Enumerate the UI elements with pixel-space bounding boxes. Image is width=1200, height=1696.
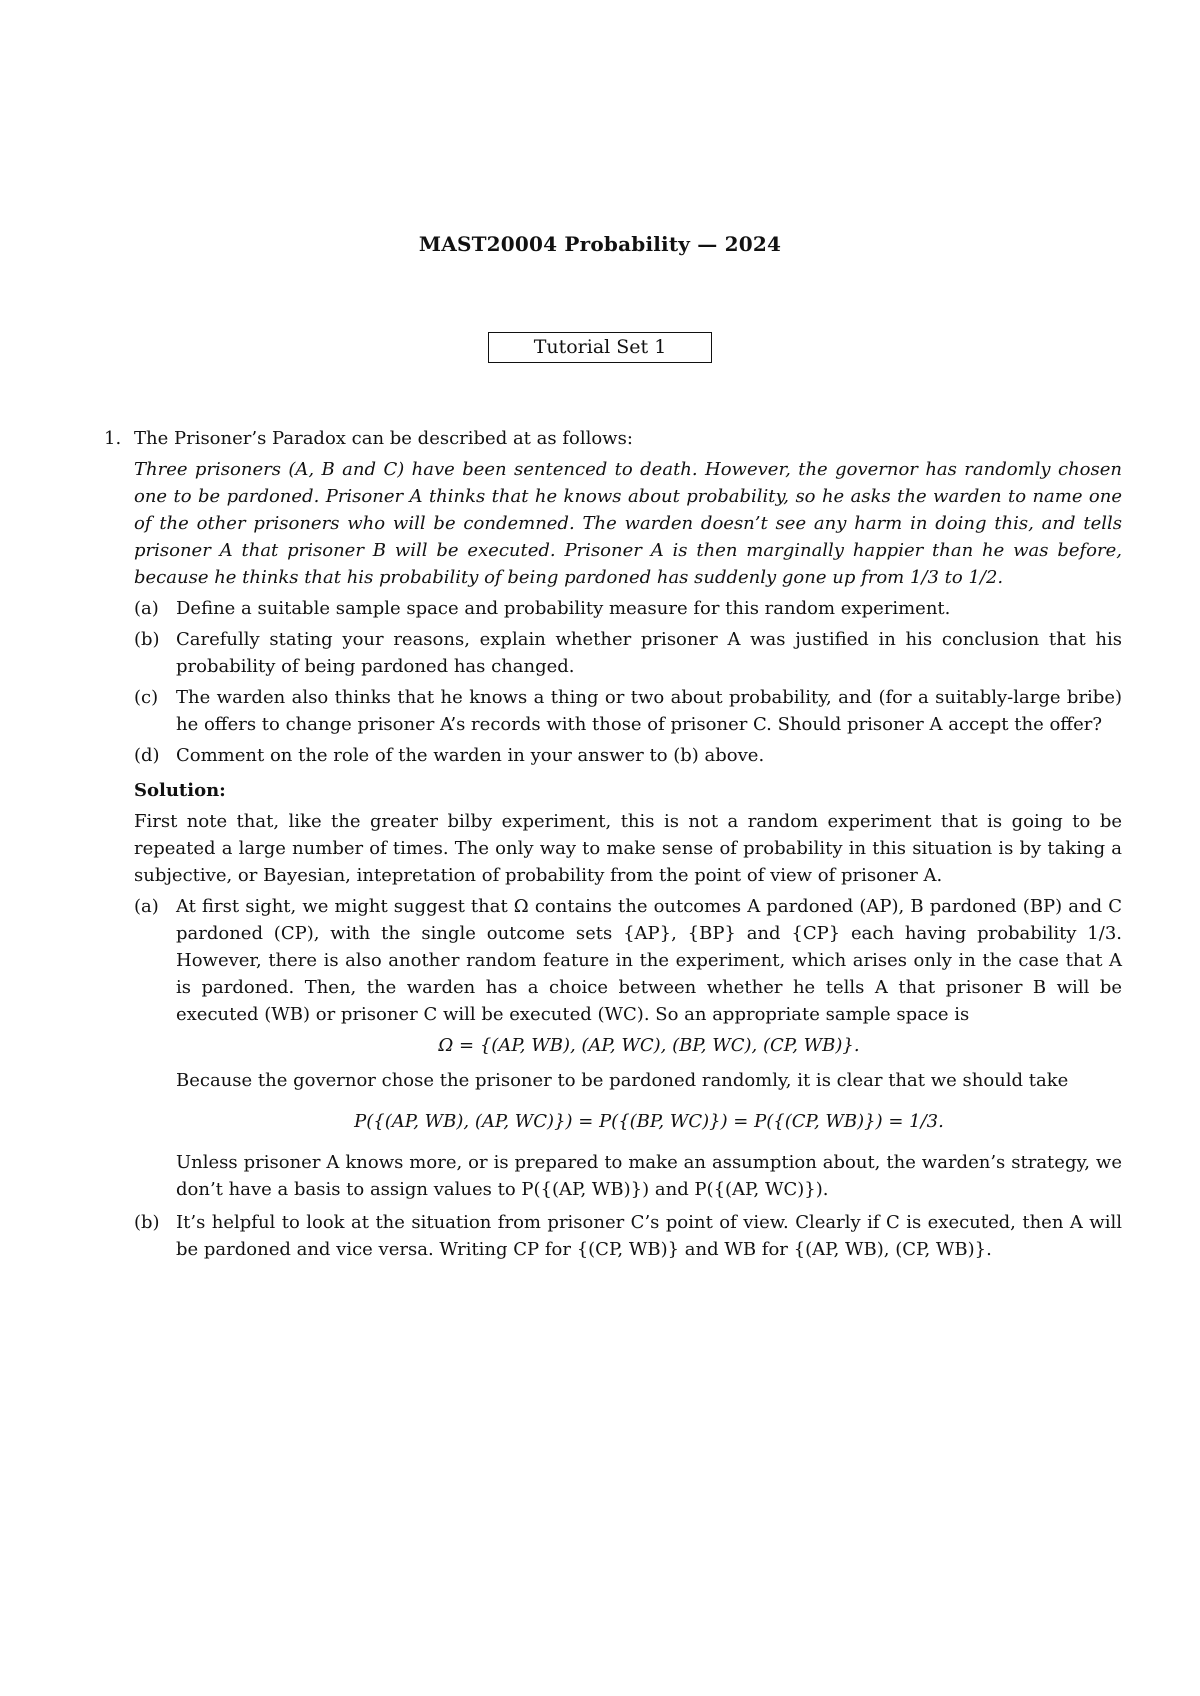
page-title: MAST20004 Probability — 2024 xyxy=(418,232,782,256)
part-label: (a) xyxy=(134,598,159,619)
tutorial-set-box: Tutorial Set 1 xyxy=(488,332,712,363)
question-part-a xyxy=(134,595,1122,622)
part-label: (b) xyxy=(134,1212,160,1233)
question-part-d xyxy=(134,742,1122,769)
part-text: Carefully stating your reasons, explain whether prisoner A was justified in his conclusion that his probability of being pardoned has changed. xyxy=(176,629,1122,677)
solution-a-text: At first sight, we might suggest that Ω contains the outcomes A pardoned (AP), B pardoned (BP) and C pardoned (CP), with the single outcome sets {AP}, {BP} and {CP} each having probability 1/3. However, there is also another random feature in the experiment, which arises only in the case that A is pardoned. Then, the warden has a choice between whether he tells A that prisoner B will be executed (WB) or prisoner C will be executed (WC). So an appropriate sample space is xyxy=(176,896,1122,1025)
solution-a-text-3: Unless prisoner A knows more, or is prepared to make an assumption about, the warden’s strategy, we don’t have a basis to assign values to P({(AP, WB)}) and P({(AP, WC)}). xyxy=(176,1152,1122,1200)
solution-intro: First note that, like the greater bilby experiment, this is not a random experiment that is going to be repeated a large number of times. The only way to make sense of probability in this situation is by taking a subjective, or Bayesian, intepretation of probability from the point of view of prisoner A. xyxy=(134,811,1122,886)
part-label: (a) xyxy=(134,896,159,917)
solution-heading: Solution: xyxy=(134,780,226,801)
sample-space-equation: Ω = {(AP, WB), (AP, WC), (BP, WC), (CP, WB)}. xyxy=(438,1035,860,1056)
part-label: (b) xyxy=(134,629,160,650)
solution-a-text-2: Because the governor chose the prisoner to be pardoned randomly, it is clear that we should take xyxy=(176,1070,1069,1091)
question-1 xyxy=(104,425,1122,1263)
solution-parts xyxy=(134,893,1122,1263)
tutorial-box-wrapper xyxy=(0,332,1200,363)
question-part-c xyxy=(134,684,1122,738)
part-text: The warden also thinks that he knows a thing or two about probability, and (for a suitably-large bribe) he offers to change prisoner A’s records with those of prisoner C. Should prisoner A accept the offer? xyxy=(176,687,1122,735)
question-number: 1. xyxy=(104,428,122,449)
question-intro: The Prisoner’s Paradox can be described at as follows: xyxy=(134,428,633,449)
solution-part-a xyxy=(134,893,1122,1203)
part-text: Comment on the role of the warden in your answer to (b) above. xyxy=(176,745,765,766)
probability-equation: P({(AP, WB), (AP, WC)}) = P({(BP, WC)}) = P({(CP, WB)}) = 1/3. xyxy=(354,1111,944,1132)
main-content xyxy=(104,425,1122,1263)
question-part-b xyxy=(134,626,1122,680)
solution-part-b xyxy=(134,1209,1122,1263)
solution-b-text: It’s helpful to look at the situation from prisoner C’s point of view. Clearly if C is executed, then A will be pardoned and vice versa. Writing CP for {(CP, WB)} and WB for {(AP, WB), (CP, WB)}. xyxy=(176,1212,1122,1260)
part-label: (d) xyxy=(134,745,160,766)
part-text: Define a suitable sample space and probability measure for this random experiment. xyxy=(176,598,951,619)
question-parts xyxy=(134,595,1122,769)
question-scenario: Three prisoners (A, B and C) have been sentenced to death. However, the governor has randomly chosen one to be pardoned. Prisoner A thinks that he knows about probability, so he asks the warden to name one of the other prisoners who will be condemned. The warden doesn’t see any harm in doing this, and tells prisoner A that prisoner B will be executed. Prisoner A is then marginally happier than he was before, because he thinks that his probability of being pardoned has suddenly gone up from 1/3 to 1/2. xyxy=(134,459,1122,588)
part-label: (c) xyxy=(134,687,159,708)
